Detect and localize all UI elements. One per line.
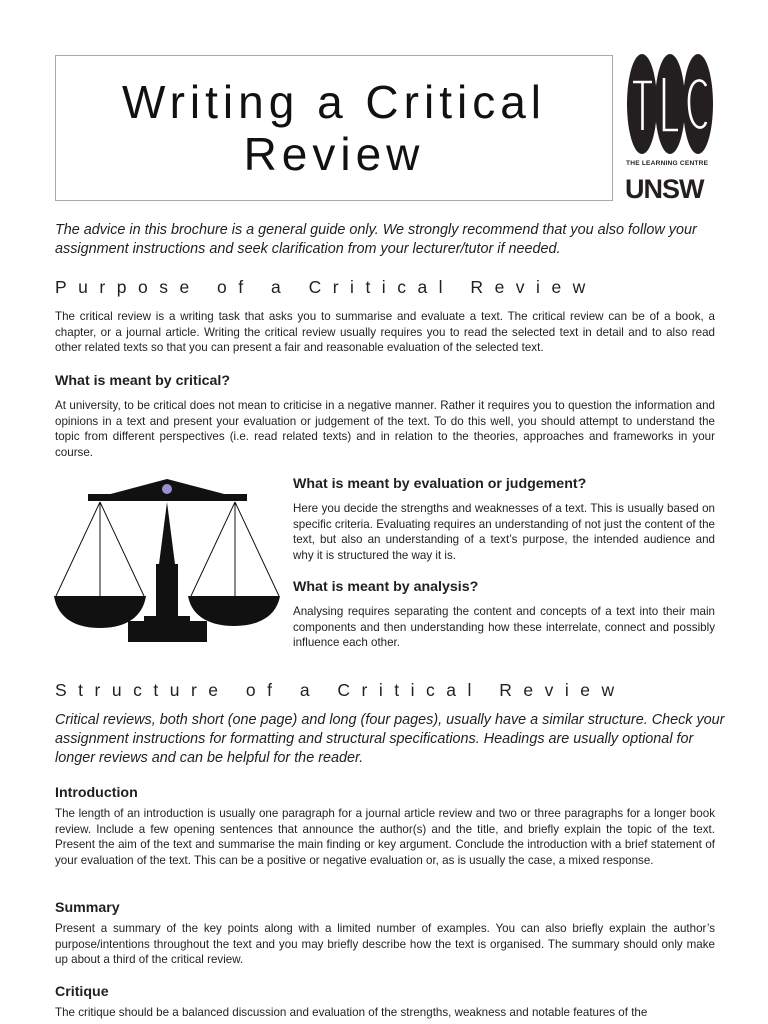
evaluation-paragraph: Here you decide the strengths and weaknesses of a text. This is usually based on specific criteria. Evaluating requires an understanding of not just the content of the text, but also an understanding of a text’s purpose, the intended audience and why it is structured the way it is. (293, 502, 715, 562)
purpose-heading: Purpose of a Critical Review (55, 277, 597, 297)
critique-heading: Critique (55, 984, 109, 1000)
analysis-heading: What is meant by analysis? (293, 579, 479, 595)
critical-heading: What is meant by critical? (55, 373, 231, 389)
summary-paragraph: Present a summary of the key points along with a limited number of examples. You can also briefly explain the author’s purpose/intentions throughout the text and you may briefly describe how the text is organised. The summary should only make up about a third of the critical review. (55, 922, 715, 967)
analysis-paragraph: Analysing requires separating the content and concepts of a text into their main components and then understanding how these interrelate, connect and possibly influence each other. (293, 605, 715, 650)
logo-unsw: UNSW (625, 174, 704, 204)
evaluation-heading: What is meant by evaluation or judgement? (293, 476, 587, 492)
structure-note: Critical reviews, both short (one page) and long (four pages), usually have a similar structure. Check your assignment instructions for formatting and structural specifications. Headings are usually optional for longer reviews and can be helpful for the reader. (55, 712, 725, 766)
critical-paragraph: At university, to be critical does not mean to criticise in a negative manner. Rather it requires you to question the information and opinions in a text and present your evaluation or judgement of the text. To do this well, you should attempt to understand the topic from different perspectives (i.e. read related texts) and in relation to the theories, approaches and frameworks in your course. (55, 399, 715, 459)
intro-note: The advice in this brochure is a general guide only. We strongly recommend that you also follow your assignment instructions and seek clarification from your lecturer/tutor if needed. (55, 222, 697, 257)
structure-heading: Structure of a Critical Review (55, 680, 626, 700)
summary-heading: Summary (55, 900, 120, 916)
introduction-paragraph: The length of an introduction is usually one paragraph for a journal article review and two or three paragraphs for a longer book review. Include a few opening sentences that announce the author(s) and the title, and briefly explain the topic of the text. Present the aim of the text and summarise the main finding or key argument. Conclude the introduction with a brief statement of your evaluation of the text. This can be a positive or negative evaluation or, as is usually the case, a mixed response. (55, 807, 715, 867)
title-box (55, 55, 613, 201)
critique-paragraph: The critique should be a balanced discussion and evaluation of the strengths, weakness and notable features of the (55, 1006, 648, 1019)
purpose-paragraph: The critical review is a writing task that asks you to summarise and evaluate a text. The critical review can be of a book, a chapter, or a journal article. Writing the critical review usually requires you to read the selected text in detail and to also read other related texts so that you can present a fair and reasonable evaluation of the selected text. (55, 310, 715, 355)
logo-caption: THE LEARNING CENTRE (626, 160, 709, 167)
page-title-line-2: Review (243, 128, 425, 180)
introduction-heading: Introduction (55, 785, 138, 801)
page-title-line-1: Writing a Critical (122, 76, 546, 128)
scales-of-justice-icon (52, 474, 282, 646)
